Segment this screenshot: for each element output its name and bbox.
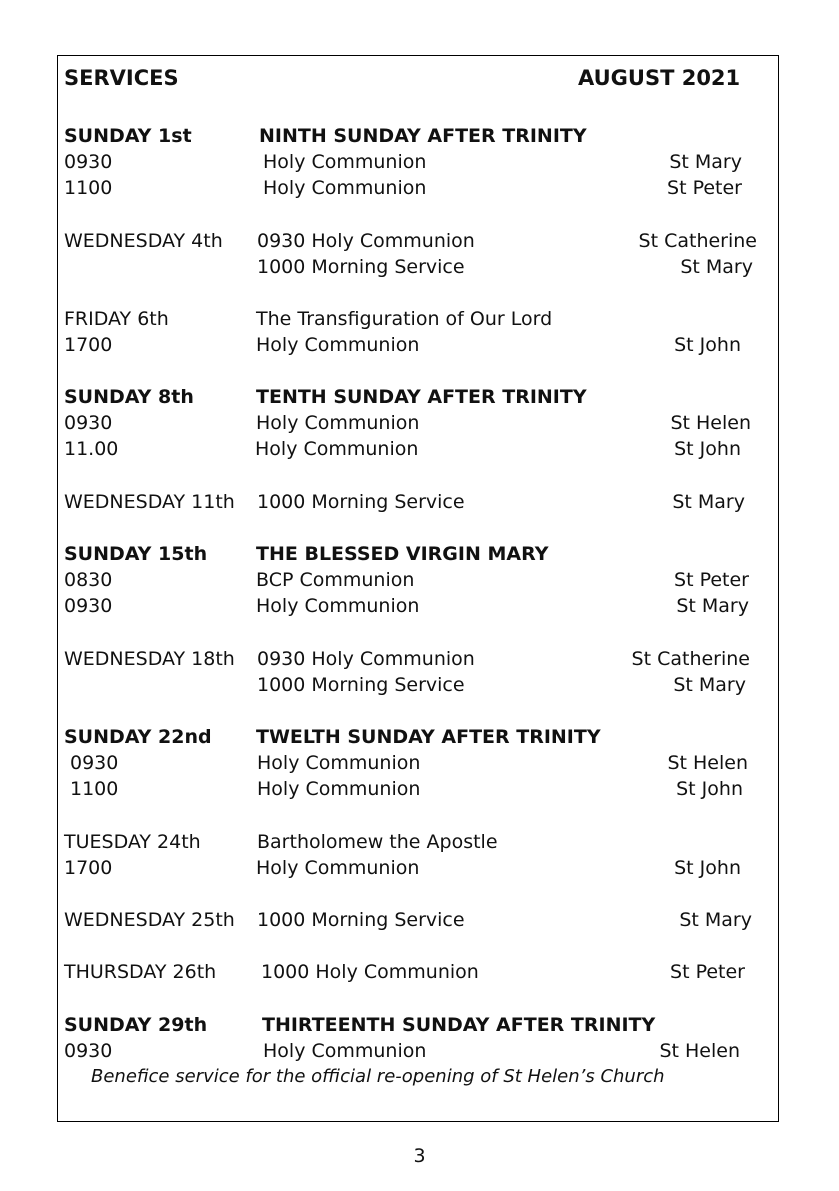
service-time: 1700 [64,857,113,879]
service-name: Holy Communion [256,857,420,879]
service-name: Holy Communion [263,177,427,199]
day-label: SUNDAY 29th [64,1014,208,1036]
day-label: WEDNESDAY 18th [64,648,235,670]
church-name: St Peter [674,569,749,591]
service-time: 0930 [64,151,113,173]
church-name: St John [674,334,741,356]
occasion-title: NINTH SUNDAY AFTER TRINITY [259,125,587,147]
occasion-title: The Transfiguration of Our Lord [256,308,553,330]
service-name: 1000 Morning Service [257,674,465,696]
service-name: Holy Communion [255,438,419,460]
church-name: St Catherine [631,648,750,670]
service-name: 1000 Holy Communion [261,961,479,983]
service-time: 1100 [64,177,113,199]
day-label: FRIDAY 6th [64,308,169,330]
service-name: Holy Communion [263,151,427,173]
day-label: SUNDAY 15th [64,543,208,565]
church-name: St John [674,857,741,879]
day-label: TUESDAY 24th [64,831,201,853]
church-name: St Helen [667,752,748,774]
service-name: Holy Communion [256,595,420,617]
day-label: SUNDAY 22nd [64,726,212,748]
day-label: SUNDAY 1st [64,125,192,147]
service-time: 0930 [64,595,113,617]
day-label: SUNDAY 8th [64,386,194,408]
service-time: 0930 [64,1040,113,1062]
service-name: Holy Communion [256,412,420,434]
service-time: 0930 [70,752,119,774]
occasion-title: THIRTEENTH SUNDAY AFTER TRINITY [262,1014,656,1036]
service-time: 0830 [64,569,113,591]
month-title: AUGUST 2021 [578,66,741,90]
church-name: St Mary [676,595,749,617]
page-number: 3 [413,1145,426,1167]
service-name: Holy Communion [263,1040,427,1062]
service-time: 11.00 [64,438,119,460]
day-label: WEDNESDAY 11th [64,491,235,513]
service-name: Holy Communion [257,752,421,774]
church-name: St John [676,778,743,800]
church-name: St Peter [670,961,745,983]
service-time: 0930 [64,412,113,434]
day-label: THURSDAY 26th [64,961,217,983]
service-name: 1000 Morning Service [257,909,465,931]
church-name: St Helen [670,412,751,434]
occasion-title: THE BLESSED VIRGIN MARY [256,543,549,565]
church-name: St Mary [680,256,753,278]
church-name: St Helen [659,1040,740,1062]
service-time: 1100 [70,778,119,800]
church-name: St Peter [667,177,742,199]
service-name: Holy Communion [257,778,421,800]
occasion-title: TWELTH SUNDAY AFTER TRINITY [256,726,601,748]
church-name: St John [674,438,741,460]
day-label: WEDNESDAY 4th [64,230,223,252]
service-name: BCP Communion [256,569,415,591]
service-name: 0930 Holy Communion [257,648,475,670]
church-name: St Mary [679,909,752,931]
service-name: Holy Communion [256,334,420,356]
church-name: St Mary [672,491,745,513]
service-name: 1000 Morning Service [257,256,465,278]
occasion-title: Bartholomew the Apostle [257,831,498,853]
service-name: 1000 Morning Service [257,491,465,513]
church-name: St Mary [669,151,742,173]
church-name: St Catherine [638,230,757,252]
day-label: WEDNESDAY 25th [64,909,235,931]
service-time: 1700 [64,334,113,356]
page-title: SERVICES [64,66,179,90]
service-note: Benefice service for the official re-opening of St Helen’s Church [91,1066,665,1087]
church-name: St Mary [673,674,746,696]
occasion-title: TENTH SUNDAY AFTER TRINITY [256,386,587,408]
service-name: 0930 Holy Communion [257,230,475,252]
